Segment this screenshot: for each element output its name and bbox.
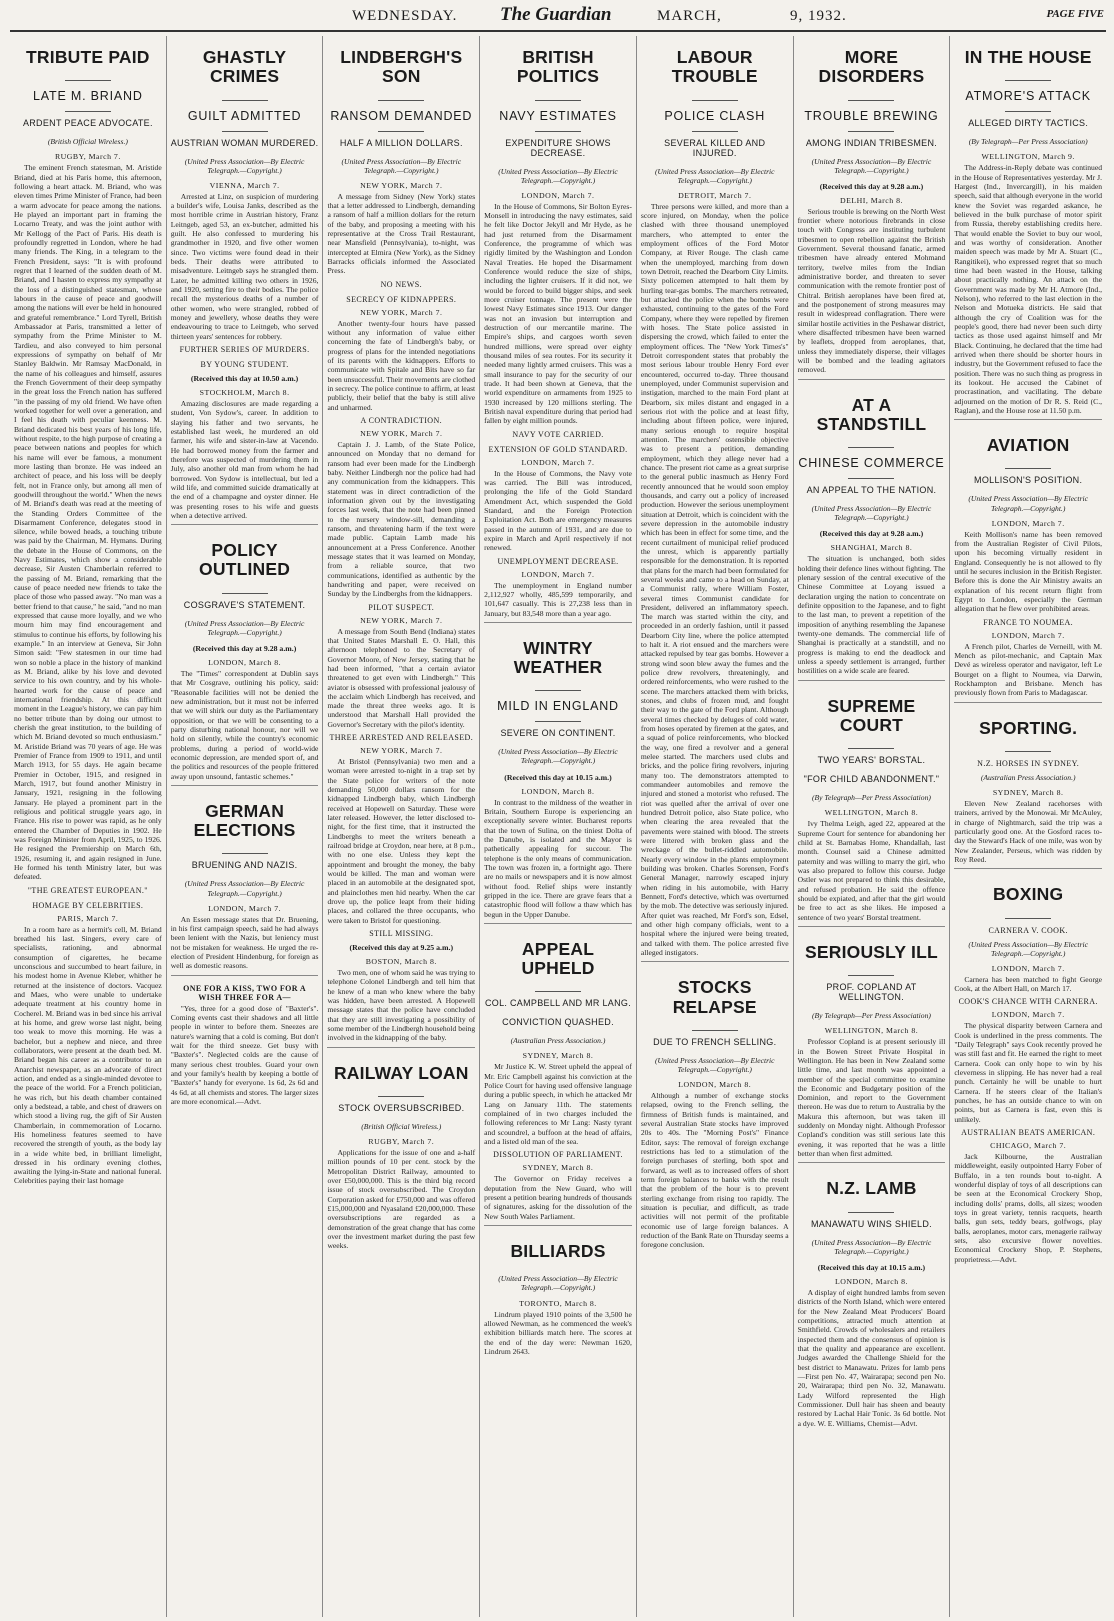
- subheadline: EXPENDITURE SHOWS DECREASE.: [505, 137, 611, 158]
- dateline: WELLINGTON, March 9.: [981, 152, 1075, 162]
- article-body: Arrested at Linz, on suspicion of murdering a builder's wife, Louisa Janks, described as the most horrible crime in Austrian history, Franz Leitngeb, aged 53, an ex-butcher, admitted his guilt. He also confessed to murdering his grandmother in 1920, and five other women since. Two victims were found dead in their beds. Their deaths were attributed to misadventure. Leitngeb says he strangled them. Later, he admitted killing two others in 1926, and 1920, setting fire to their bodies. The police recall the mysterious deaths of a number of other women, who were strangled, robbed of money and jewellery, whose deaths they were endeavouring to trace to Leitngeb, who served thirteen years' sentences for robbery.: [170, 191, 319, 341]
- subheadline: CONVICTION QUASHED.: [502, 1017, 614, 1028]
- subheadline: CHINESE COMMERCE: [798, 456, 945, 471]
- article-separator: [641, 961, 789, 962]
- subheadline: POLICE CLASH: [664, 108, 766, 123]
- headline: BILLIARDS: [510, 1241, 606, 1262]
- article-body: Professor Copland is at present seriously ill in the Bowen Street Private Hospital in Wellington. He has been in New Zealand some little time, and last month was appointed a member of the special committee to examine the Economic and Budgetary position of the Dominion, and report to the Government thereon. He was due to return to Australia by the Makura this afternoon, but was taken ill suddenly on Monday night. Although Professor Copland's condition was still serious late this evening, it was reported that he was a little better than when first admitted.: [797, 1037, 946, 1159]
- subheadline: STOCK OVERSUBSCRIBED.: [338, 1102, 465, 1113]
- article-body: A French pilot, Charles de Verneill, with M. Mench as pilot-mechanic, and Captain Max Devé as wireless operator and navigator, left Le Bourget on a flight to Noumea, via Darwin, Rockhampton and Brisbane. Mench has previously flown from Paris to Madagascar.: [954, 641, 1103, 698]
- wire-credit: (United Press Association—By Electric Telegraph.—Copyright.): [968, 939, 1088, 958]
- subheadline: COSGRAVE'S STATEMENT.: [183, 599, 306, 610]
- masthead-month: MARCH,: [657, 8, 722, 24]
- section-heading: SECRECY OF KIDNAPPERS.: [346, 294, 457, 304]
- divider: [1005, 111, 1051, 112]
- divider: [378, 100, 424, 101]
- wire-credit: (United Press Association—By Electric Telegraph.—Copyright.): [811, 504, 932, 523]
- masthead-date: 9, 1932.: [790, 8, 847, 24]
- divider: [1005, 751, 1051, 752]
- dateline: CHICAGO, March 7.: [990, 1141, 1067, 1150]
- article-body: A message from Sidney (New York) states that a letter addressed to Lindbergh, demanding a ransom of half a million dollars for the return of the baby, and proposing a meeting with his representative at the Cross Trail Restaurant, near Mansfield (Pennsylvania), to-night, was intercepted at Elmira (New York), as the Sidney Barracks officials informed the Associated Press.: [327, 191, 476, 276]
- wire-credit: (United Press Association—By Electric Telegraph.—Copyright.): [968, 494, 1088, 513]
- article-body: Serious trouble is brewing on the North West frontier where notorious firebrands in close touch with Congress are instituting turbulent tribesmen to open rebellion against the British Government. Several thousand fanatic, armed tribesmen have already entered Mohmand territory, twelve miles from the Indian administrative border, and threaten to sever communication with the remote frontier post of Chitral. British aeroplanes have been fired at, and the postponement of strong measures may result in widespread conflagration. There were similar hostile activities in the Peshawar district, where disaffected tribesmen have been warned by leaflets, dropped from aeroplanes, that, unless they immediately disperse, their villages will be bombed and the leading agitators removed.: [797, 206, 946, 375]
- article-body: Ivy Thelma Leigh, aged 22, appeared at the Supreme Court for sentence for abandoning her child at St. Barnabas Home, Khandallah, last month. Counsel said a Chinese admitted paternity and was willing to marry the girl, who was also prepared to follow this course. Judge Ostler was not prepared to think this desirable, and refused probation. He said the offence should be expiated, and after that the girl would be free to act as she likes. He imposed a sentence of two years' Borstal treatment.: [797, 819, 946, 922]
- section-heading: UNEMPLOYMENT DECREASE.: [497, 556, 619, 566]
- subheadline: ALLEGED DIRTY TACTICS.: [968, 118, 1089, 129]
- subheadline: MOLLISON'S POSITION.: [974, 475, 1083, 486]
- headline: LABOUR TROUBLE: [671, 47, 758, 87]
- masthead-day: WEDNESDAY.: [352, 8, 458, 24]
- masthead-page-number: PAGE FIVE: [1046, 8, 1104, 20]
- column-2: [166, 36, 323, 1617]
- article-body: In the House of Commons, the Navy vote was carried. The Bill was introduced, prolonging the life of the Gold Standard Amendment Act, which suspended the Gold Standard, and the Foreign Protection Exploitation Act. Both are emergency measures passed in the autumn of 1931, and are due to expire in March and April respectively if not renewed.: [484, 468, 632, 553]
- wire-credit: (By Telegraph—Per Press Association): [968, 137, 1088, 147]
- divider: [1005, 80, 1051, 81]
- column-5: [636, 36, 793, 1617]
- section-heading: THREE ARRESTED AND RELEASED.: [329, 733, 474, 743]
- subheadline: AMONG INDIAN TRIBESMEN.: [805, 137, 938, 148]
- received-note: (Received this day at 10.15 a.m.): [504, 772, 612, 782]
- subheadline: SEVERE ON CONTINENT.: [500, 728, 616, 739]
- subheadline: MILD IN ENGLAND: [497, 699, 619, 714]
- wire-credit: (United Press Association—By Electric Telegraph.—Copyright.): [498, 1274, 618, 1293]
- headline: AVIATION: [986, 435, 1070, 456]
- wire-credit: (Australian Press Association.): [510, 1036, 606, 1046]
- article-body: Jack Kilbourne, the Australian middleweight, easily outpointed Harry Fober of Buffalo, in a ten rounds bout to-night. A wonderful display of toys of all descriptions can be seen at the Economical Crockery Shop, including dolls' prams, dolls, all sizes; wooden toys in great variety, tennis racquets, hearth balls, gun sets, teddy bears, golfwogs, play balls, aeroplanes, motor cars, menagerie railway sets, also excursive flower novelties. Economical Crockery Shop, P. Stephens, proprietress.—Advt.: [954, 1152, 1103, 1264]
- subheadline: BRUENING AND NAZIS.: [191, 860, 298, 871]
- dateline: NEW YORK, March 7.: [360, 428, 443, 438]
- section-heading: A CONTRADICTION.: [360, 415, 443, 425]
- dateline: NEW YORK, March 7.: [360, 307, 443, 317]
- dateline: STOCKHOLM, March 8.: [199, 387, 290, 397]
- divider: [848, 131, 894, 132]
- article-separator: [954, 702, 1102, 703]
- subheadline: HALF A MILLION DOLLARS.: [339, 137, 463, 148]
- dateline: LONDON, March 8.: [208, 657, 282, 667]
- divider: [65, 80, 111, 81]
- article-separator: [484, 923, 632, 924]
- divider: [692, 131, 738, 132]
- columns: [10, 36, 1106, 1617]
- subheadline: TROUBLE BREWING: [804, 108, 939, 123]
- article-body: Eleven New Zealand racehorses with trainers, arrived by the Monowai. Mr McAuley, in charge of Nightmarch, said the trip was a particularly good one. At the Gosford races to-day the Steward's Hack of one mile, was won by New Zealander, Perseus, which was ridden by Roy Reed.: [954, 798, 1103, 864]
- dateline: RUGBY, March 7.: [368, 1137, 435, 1147]
- headline: SERIOUSLY ILL: [804, 941, 938, 962]
- section-heading: FURTHER SERIES OF MURDERS.: [179, 344, 310, 354]
- dateline: LONDON, March 7.: [991, 1010, 1065, 1020]
- divider: [692, 1030, 738, 1031]
- divider: [222, 593, 268, 594]
- divider: [848, 975, 894, 976]
- received-note: (Received this day at 9.25 a.m.): [349, 943, 454, 953]
- article-separator: [171, 524, 319, 525]
- masthead: [10, 4, 1106, 30]
- dateline: DETROIT, March 7.: [678, 190, 752, 200]
- article-body: The "Times" correspondent at Dublin says that Mr Cosgrave, outlining his policy, said: "Reasonable facilities will not be denied the new administration, but it must not be inferred that we will shirk our duty as the Parliamentary opposition, or that we will be consenting to a party disturbing national honour, nor will we hold on silently, while the country's economic problems, during a period of world-wide economic depression, are mended sport of, and the politics and resources of the people frittered away upon unsound, fantastic schemes.": [170, 668, 319, 781]
- column-4: [479, 36, 636, 1617]
- received-note: (Received this day at 9.28 a.m.): [192, 643, 297, 653]
- subheadline: AN APPEAL TO THE NATION.: [806, 485, 937, 496]
- subheadline: AUSTRIAN WOMAN MURDERED.: [170, 137, 319, 148]
- article-body: Captain J. J. Lamb, of the State Police, announced on Monday that no demand for ransom had ever been made for the Lindbergh baby. Neither Lindbergh nor the police had had any communication from the kidnappers. This statement was in direct contradiction of the information given out by the investigating forces last week, that the note had been pinned to the nursery window-sill, demanding a ransom, and threatening harm if the text were made public. Captain Lamb made his announcement at a Press Conference. Another message states that it was learned on Monday, from a reliable source, that two communications, identified as authentic by the handwriting and paper, were received on Sunday by the Lindberghs from the kidnappers.: [327, 439, 476, 599]
- divider: [535, 721, 581, 722]
- article-body: Three persons were killed, and more than a score injured, on Monday, when the police clashed with three thousand unemployed marchers, who attempted to enter the employment offices of the Ford Motor Company, at River Rouge. The clash came when the unemployed, marching from down town Detroit, reached the Dearborn City Limits. Sixty policemen attempted to halt them by hurling tear-gas bombs. The marchers retreated, but attacked the police when the bombs were exhausted, continuing to the gates of the Ford Company, where they were repelled by firemen with hoses. The State police assisted in dispersing the crowd, which failed to enter the employment offices. The "New York Times's" Detroit correspondent states that probably the most serious labour trouble Henry Ford ever encountered, occurred to-day. Three thousand unemployed, under Communist supervision and instigation, marched to the main Ford plant at Dearborn, six miles distant and engaged in a serious riot with the police and at least fifty, including about fifteen police, were injured, many serious enough to require hospital attention. The marchers' ostensible objective was to present a petition, demanding employment, which they allege never had a chance. The present riot came as a great surprise to the general public inasmuch as Henry Ford recently announced that he would soon employ thousands, and carry out a policy of increased production. However the serious unemployment situation at Detroit, which is coincident with the severe depression in the automobile industry which has been in effect for some time, and the recent curtailment of municipal relief produced the unrest, which is apparently partially responsible for the demonstration. It is reported that plans for the march had been formulated for several weeks and came to a head on Sunday, at a Communist rally, where William Foster, several times Communist candidate for President, delivered an inflammatory speech. The march was started within the city, and proceeded in an orderly fashion, until it passed Dearborn City line, where the police attempted to halt it. A riot ensued and the marchers were attacked repulsed by tear gas bombs. However a strong wind soon blew away the fumes and the police drew revolvers, threateningly, and ordered reinforcements, who were rushed to the scene. The marchers attacked them with bricks, stones, and clubs of frozen mud, and fought their way to the gate of the Ford plant. Although several times checked by deluges of cold water, from hoses operated by firemen at the gates, and a squad of police reinforcements, who blocked the way, one fired a revolver and a general melee started. The marchers used clubs and bricks, and the police firing revolvers, injuring many too. The demonstrators attempted to commandeer automobiles and remove the injured and stoned a motorist who refused. The riot was quelled after the arrival of over one hundred Detroit police, also State police, who when clearing the area revealed that the pavements were stained with blood. The streets were littered with broken glass and the wreckage of the bullet-riddled automobile. Nearly every window in the plants employment building was broken. Charles Sorensen, Ford's General Manager, narrowly escaped injury when riding in his automobile, with Harry Bennett, Ford's detective, which was overturned by the mob. The detective was seriously injured. After quiet was reached, Mr Ford's son, Edsel, and other high company officials, went to a hospital where the injured were being treated, and talked with them. The police arrested five alleged instigators.: [640, 201, 789, 957]
- subheadline: NAVY ESTIMATES: [499, 108, 617, 123]
- divider: [378, 131, 424, 132]
- divider: [535, 131, 581, 132]
- received-note: (Received this day at 9.28 a.m.): [819, 181, 924, 191]
- dateline: BOSTON, March 8.: [365, 957, 437, 967]
- masthead-title: The Guardian: [500, 4, 612, 25]
- dateline: SYDNEY, March 8.: [992, 787, 1064, 797]
- divider: [848, 478, 894, 479]
- article-body: The unemployment in England number 2,112,927 wholly, 485,599 temporarily, and 101,647 casually. This is 27,238 less than in January, but 83,548 more than a year ago.: [484, 580, 632, 618]
- headline: GERMAN ELECTIONS: [193, 800, 296, 841]
- wire-credit: (By Telegraph—Per Press Association): [812, 1011, 931, 1021]
- article-separator: [484, 622, 632, 623]
- dateline: SHANGHAI, March 8.: [830, 543, 913, 553]
- subheadline: SEVERAL KILLED AND INJURED.: [664, 137, 766, 158]
- wire-credit: (British Official Wireless.): [47, 137, 128, 147]
- article-body: A display of eight hundred lambs from seven districts of the North Island, which were entered for the New Zealand Meat Producers' Board competitions, attracted much attention at Smithfield. Crowds of wholesalers and retailers inspected them and the consensus of opinion is that the quality and appearance are excellent. Judges awarded the Challenge Shield for the best district to Manawatu. Prizes for lamb pens—First pen No. 47, Wairarapa; second pen No. 20, Wairarapa; third pen No. 32, Manawatu. Lady Wilford represented the High Commissioner. Dull hair has sheen and beauty restored by Lachal Hair Tonic. 3s 6d bottle. Not a dye. W. E. Williams, Chemist—Advt.: [797, 1287, 946, 1428]
- article-separator: [798, 680, 946, 681]
- section-heading: AUSTRALIAN BEATS AMERICAN.: [961, 1128, 1096, 1137]
- received-note: (Received this day at 10.50 a.m.): [190, 373, 299, 383]
- article-body: The Address-in-Reply debate was continued in the House of Representatives yesterday. Mr J. Hargest (Ind., Invercargill), in his maiden speech, said that although everyone in the world knew the Soviet was regarded askance, he believed in the bulk purchase of motor spirit from Russia, thereby establishing credits here. That would enable the Soviet to buy our wool, and was worthy of consideration. Another maiden speech was made by Mr A. Stuart (C., Rangitikei), who expressed regret that so much time had been wasted in the House, talking about practically nothing. An attack on the Government was made by Mr H. Atmore (Ind., Nelson), who referred to the last election in the Nelson and Motueka districts. He said that although the cry of Coalition was for the people's good, there had never been such dirty tactics as those used against himself and Mr Black. Continuing, he declared that the time had arrived when there should be shorter hours in industry, but the Government refused to face the position. There was no such thing as progress in its lookout. He accused the Cabinet of procrastination, and vacillating. The debate adjourned on the motion of Dr R. S. Reid (C., Raglan), and the House rose at 11.50 p.m.: [954, 163, 1103, 415]
- article-body: At Bristol (Pennsylvania) two men and a woman were arrested to-night in a trap set by the State police for writers of the note demanding 50,000 dollars ransom for the kidnapped Lindbergh baby, which Lindbergh received at Hopewell on Saturday. These were later released. However, the letter disclosed to-night, for the first time, that it instructed the Lindberghs to meet the writers beneath a railroad bridge at Croydon, near here, at 8 p.m., with no one else. Unless they kept the appointment and brought the money, the baby would be killed. The man and woman were placed in an automobile at the designated spot, and plainclothes men hid nearby. When the car drove up, the police leapt from their hiding places, and collared the three occupants, who were taken to Bristol for questioning.: [327, 757, 476, 925]
- wire-credit: (United Press Association—By Electric Telegraph.—Copyright.): [811, 156, 932, 175]
- headline: BRITISH POLITICS: [516, 47, 600, 87]
- headline: AT A STANDSTILL: [816, 394, 927, 434]
- wire-credit: (Australian Press Association.): [980, 772, 1076, 782]
- headline: MORE DISORDERS: [818, 47, 925, 87]
- article-body: Applications for the issue of one and a-half million pounds of 10 per cent. stock by the Metropolitan District Railway, amounted to over £50,000,000. This is the third big record issue of stock oversubscribed. The Croydon Corporation asked for £750,000 and was offered £15,000,000 and Nyasaland £20,000,000. These oversubscriptions are regarded as a demonstration of the great change that has come over the investment market during the past few weeks.: [327, 1148, 476, 1251]
- article-body: In contrast to the mildness of the weather in Britain, Southern Europe is experiencing an exceptionally severe winter. Bucharest reports that the town of Sulina, on the tiniest Dolta of the Danube, is isolated and the Mayor is pathetically appealing for succour. The telephone is the only means of communication. The town was frozen in, a fortnight ago. There are no mails or newspapers and it is now almost without food. Relief ships were instantly gripped in the ice. There are grave fears that a catastrophic flood will follow a thaw which has begun in the Upper Danube.: [484, 797, 632, 919]
- subheadline: MANAWATU WINS SHIELD.: [810, 1218, 932, 1229]
- subheadline: DUE TO FRENCH SELLING.: [653, 1036, 777, 1047]
- dateline: LONDON, March 7.: [521, 190, 595, 200]
- article-body: Lindrum played 1910 points of the 3,500 he allowed Newman, as he commenced the week's exhibition billiards match here. The scores at the end of the day were: Newman 1620, Lindrum 2643.: [484, 1309, 632, 1356]
- subheadline: PROF. COPLAND AT WELLINGTON.: [826, 982, 917, 1003]
- dateline: LONDON, March 7.: [521, 569, 595, 579]
- dateline: TORONTO, March 8.: [519, 1298, 597, 1308]
- article-separator: [798, 379, 946, 380]
- headline: RAILWAY LOAN: [333, 1062, 469, 1083]
- article-separator: [954, 868, 1102, 869]
- article-body: The Governor on Friday receives a deputation from the New Guard, who will present a petition bearing hundreds of thousands of signatures, asking for the dissolution of the New South Wales Parliament.: [484, 1174, 632, 1221]
- wire-credit: (United Press Association—By Electric Telegraph.—Copyright.): [811, 1237, 932, 1256]
- headline: STOCKS RELAPSE: [672, 977, 757, 1017]
- headline: BOXING: [993, 884, 1064, 905]
- wire-credit: (United Press Association—By Electric Telegraph.—Copyright.): [184, 156, 305, 175]
- dateline: LONDON, March 7.: [991, 518, 1065, 528]
- section-heading: NAVY VOTE CARRIED.: [512, 429, 604, 439]
- section-heading: PILOT SUSPECT.: [368, 602, 435, 612]
- dateline: LONDON, March 7.: [991, 630, 1065, 640]
- subheadline: "FOR CHILD ABANDONMENT.": [803, 774, 940, 785]
- subheadline: COL. CAMPBELL AND MR LANG.: [485, 998, 632, 1009]
- dateline: DELHI, March 8.: [839, 195, 903, 205]
- article-body: A message from South Bend (Indiana) states that United States Marshall E. O. Hall, this afternoon telephoned to the Secretary of Governor Moore, of New Jersey, stating that he had been informed, "that a certain aviator threatened to get even with Lindbergh." This aviator is obsessed with professional jealousy of the acclaim which Lindbergh has received, and made the threat three weeks ago. It is understood that Marshall Hall provided the Governor's Secretary with the pilot's identity.: [327, 626, 476, 729]
- divider: [535, 100, 581, 101]
- article-separator: [327, 1047, 475, 1048]
- section-heading: EXTENSION OF GOLD STANDARD.: [488, 444, 628, 454]
- advert-heading: ONE FOR A KISS, TWO FOR A WISH THREE FOR A—: [183, 983, 307, 1002]
- dateline: LONDON, March 8.: [834, 1276, 908, 1286]
- article-body: Although a number of exchange stocks relapsed, owing to the French selling, the firmness of British funds is maintained, and several Australian State stocks have improved 20s to 40s. The "Morning Post's" Finance Editor, says: The removal of foreign exchange restrictions has led to a stimulation of the foreign purchases of sterling, both spot and forward, as well as to increased offers of short term foreign balances to banks with the result that the problem of the hour is to prevent sterling exchange from rising too rapidly. The situation is peculiar, and difficult, as trade activities will not permit of the profitable economic use of large foreign balances. A reduction of the Bank Rate on Thursday seems a foregone conclusion.: [640, 1091, 789, 1250]
- subheadline: ARDENT PEACE ADVOCATE.: [22, 118, 153, 129]
- article-body: Keith Mollison's name has been removed from the Australian Register of Civil Pilots, upon his becoming virtually resident in England. Consequently he is not allowed to fly until he secures inclusion in the British Register. Before this is done the Air Ministry awaits an explanation of his recent return flight from Egypt to London, especially the German allegation that he flew over prohibited areas.: [954, 529, 1103, 614]
- divider: [692, 100, 738, 101]
- column-1: [10, 36, 166, 1617]
- divider: [1005, 468, 1051, 469]
- wire-credit: (United Press Association—By Electric Telegraph.—Copyright.): [498, 747, 618, 766]
- wire-credit: (British Official Wireless.): [361, 1121, 442, 1131]
- headline: SUPREME COURT: [827, 695, 916, 735]
- divider: [1005, 918, 1051, 919]
- section-heading: CARNERA V. COOK.: [988, 925, 1068, 935]
- article-body: Amazing disclosures are made regarding a student, Von Sydow's, career. In addition to slaying his father and two servants, he established last week, he murdered an old farmer, his wife and sister-in-law at Vacendo. He had borrowed money from the farmer and therefore was suspected of murdering them in July, also another old man from whom he had borrowed. Von Sydow is intellectual, but led a wild life, and committed suicide dramatically at the end of a champagne and oyster dinner. He was presenting roses to his wife and guests when a detective arrived.: [170, 398, 319, 520]
- headline: TRIBUTE PAID: [26, 47, 150, 67]
- headline: WINTRY WEATHER: [513, 637, 603, 678]
- dateline: WELLINGTON, March 8.: [824, 808, 919, 818]
- divider: [535, 991, 581, 992]
- article-separator: [954, 419, 1102, 420]
- divider: [848, 447, 894, 448]
- wire-credit: (United Press Association—By Electric Telegraph.—Copyright.): [498, 166, 618, 185]
- dateline: VIENNA, March 7.: [209, 180, 280, 190]
- wire-credit: (United Press Association—By Electric Telegraph.—Copyright.): [654, 1055, 775, 1074]
- divider: [222, 853, 268, 854]
- divider: [65, 111, 111, 112]
- divider: [378, 1096, 424, 1097]
- headline: APPEAL UPHELD: [521, 938, 595, 979]
- dateline: NEW YORK, March 7.: [360, 615, 443, 625]
- article-separator: [798, 926, 946, 927]
- subheadline: GUILT ADMITTED: [187, 108, 302, 123]
- subheadline: TWO YEARS' BORSTAL.: [817, 755, 926, 766]
- wire-credit: (United Press Association—By Electric Telegraph.—Copyright.): [184, 618, 305, 637]
- article-body: The eminent French statesman, M. Aristide Briand, died at his Paris home, this afternoon, following a heart attack. M. Briand, who was eleven times Prime Minister of France, had been a warm advocate for peace among the nations. He played an important part in framing the Locarno Treaty, and was the joint author with Mr Kellogg of the Pact of Paris. His death is profoundly regretted in London, where he had many friends. The King, in a telegram to the French President, says: "It is with profound regret that I learned of the sudden death of M. Briand, and I hasten to express my sympathy at the loss of a distinguished statesman, whose labours in the cause of peace and goodwill among the nations will ever be held in honoured and grateful remembrance." Lord Tyrell, British Ambassador at Paris, transmitted a letter of sympathy from the Prime Minister to M. Tardieu, and also conveyed to him personal expressions of sympathy on behalf of Mr Stanley Baldwin. Mr Ramsay MacDonald, in the name of his colleagues and himself, assures the French Government of their deep sympathy in the great loss the French nation has suffered "in the passing of my old friend. We have often worked together for well over a generation, and I feel his death with peculiar keenness. M. Briand dedicated his best years of his long life, without respite, to the high purpose of creating a peace between nations and peoples for which his name will ever be famous, a monument more lasting than bronze. He was indeed an architect of peace, and his loss will be deeply felt, not in France only, but among all men of goodwill throughout the world." When the news of M. Briand's death was read at the meeting of the Standing Orders Committee of the Disarmament Conference, delegates stood in silence, while bowed heads, a touching tribute was paid by the Chairman, M. Hymans. During the debate in the House of Commons, on the Navy Estimates, which show a considerable decrease, Sir Austen Chamberlain referred to the passing of M. Briand, remarking that the cause of peace needed new friends to take the place of those who passed away. "No man was a better friend to that cause," he said, "and no man expressed that cause more loyally, and we who mourn him may find encouragement and stimulus to continue his efforts, by following his example." In an interview at Geneva, Sir John Simon said: "Few statesmen in our time had won so noble a place in the history of mankind as M. Briand, alike by his love and devoted service to his own country, and by his whole-hearted work for the cause of peace and international friendship. At this difficult moment in the League's history, we can pay him no better tribute than by doing our utmost to cherish the great institution, to the building of which M. Briand devoted so much enthusiasm." M. Aristide Briand was 70 years of age. He was Premier of France from 1909 to 1911, and until March 1913, for 55 days. He again became Premier in October, 1915, and resigned in March, 1917, but found another Ministry in January, 1921, resigning in the following January. He played a prominent part in the religious and political struggle years ago, in France. His rise to power was rapid, as he only entered the Chamber of Deputies in 1902. He was Foreign Minister from April, 1925, to 1926. He resigned the Premiership on March 6th, 1926, resuming it, and again resigned in June. He formed his tenth Ministry later, but was defeated.: [14, 163, 162, 882]
- section-heading: NO NEWS.: [380, 279, 422, 289]
- divider: [535, 690, 581, 691]
- divider: [222, 100, 268, 101]
- dateline: LONDON, March 8.: [521, 786, 595, 796]
- article-separator: [171, 785, 319, 786]
- subheadline: LATE M. BRIAND: [33, 89, 143, 104]
- dateline: RUGBY, March 7.: [54, 152, 121, 162]
- dateline: PARIS, March 7.: [57, 913, 119, 923]
- section-heading: STILL MISSING.: [369, 929, 434, 939]
- headline: LINDBERGH'S SON: [340, 47, 463, 87]
- article-separator: [484, 1225, 632, 1226]
- article-body: In the House of Commons, Sir Bolton Eyres-Monsell in introducing the navy estimates, said he felt like Doctor Jekyll and Mr Hyde, as he had just returned from the Disarmament Conference, the programme of which was rigidly limited by the Washington and London Naval Treaties. He hoped the Disarmament Conference would reduce the size of ships, including the lighter cruisers. If it did not, we would be forced to build bigger ships, and seek more cruiser tonnage. The present were the lowest Navy Estimates since 1913. Our danger was not an invasion but interruption and destruction of our mercantile marine. The Empire's ships, and cargoes worth seven hundred millions, were spread over eighty thousand miles of sea routes. For its security it needed many lightly armed cruisers. This was a small insurance to pay for the security of our trade. It had been shown at Geneva, that the world expenditure on armaments from 1925 to 1930 increased by 120 millions sterling. The British naval expenditure during that period had fallen by eight million pounds.: [484, 201, 632, 426]
- dateline: SYDNEY, March 8.: [522, 1163, 594, 1173]
- headline: IN THE HOUSE: [964, 47, 1092, 67]
- headline: SPORTING.: [979, 717, 1078, 738]
- dateline: LONDON, March 7.: [991, 963, 1065, 973]
- headline: GHASTLY CRIMES: [202, 47, 287, 87]
- article-body: Carnera has been matched to fight George Cook, at the Albert Hall, on March 17.: [954, 974, 1103, 994]
- article-body: The physical disparity between Carnera and Cook is underlined in the press comments. The "Daily Telegraph" says Cook recently proved he was still fast and fit. He earned the right to meet Carnera. Cook can only hope to win by his cleverness in slipping. He has never had a real punch. Certainly he will be unable to hurt Carnera. If he steers clear of the Italian's punches, he has an outside chance to win on points, but as Carnera is fast, even this is unlikely.: [954, 1021, 1103, 1124]
- section-heading: COOK'S CHANCE WITH CARNERA.: [958, 997, 1098, 1007]
- advert-body: "Yes, three for a good dose of "Baxter's". Coming events cast their shadows and all little people in winter to before them. Sneezes are nature's warning that a cold is coming. But don't wait for the third sneeze. Get busy with "Baxter's". Neglected colds are the cause of many serious chest troubles. Guard your own and your family's health by keeping a bottle of "Baxter's" handy for everyone. 1s 6d, 2s 6d and 4s 6d, at all chemists and stores. The larger sizes are more economical.—Advt.: [170, 1003, 319, 1106]
- section-heading: DISSOLUTION OF PARLIAMENT.: [493, 1150, 623, 1160]
- headline: POLICY OUTLINED: [199, 540, 291, 580]
- dateline: LONDON, March 7.: [521, 457, 595, 467]
- dateline: LONDON, March 7.: [208, 903, 282, 913]
- column-6: [793, 36, 950, 1617]
- column-7: [949, 36, 1106, 1617]
- wire-credit: (United Press Association—By Electric Telegraph.—Copyright.): [341, 156, 462, 175]
- subheadline: RANSOM DEMANDED: [330, 108, 473, 123]
- dateline: WELLINGTON, March 8.: [824, 1026, 919, 1036]
- divider: [848, 748, 894, 749]
- divider: [848, 100, 894, 101]
- article-body: In a room hare as a hermit's cell, M. Briand breathed his last. Singers, every care of specialists, rationing, and abnormal consumption of cigarettes, he became unconscious and succumbed to heart failure, in his modest home in Avenue Kleber, whither he returned at the insistence of doctors. Vacquez and Maes, who were unable to undertake adequate treatment at his country home in Cocherel. M. Briand was in bed since his arrival at his home, and grew worse last night, being too weak to move this morning. He was a bachelor, but a nephew and niece, and three collaborators, were present at the death bed. M. Briand began his career as a contributor to an Anarchist newspaper, as an advocate of direct action, and ended as a single-minded devotee to the peace of the world. For a French politician, he was rich, but his death chamber contained only a bedstead, a table, and chest of drawers on which stood a living rug, the gift of Sir Austen Chamberlain, in commemoration of Locarno. His homeliness features seemed to have recovered the strength of youth, as the body lay in a wide white bed, in brilliant limelight, dressed in his ordinary evening clothes, awaiting the lying-in-State and national funeral. Celebrities paying their last homage: [14, 924, 162, 1186]
- article-separator: [171, 975, 319, 976]
- dateline: SYDNEY, March 8.: [522, 1051, 594, 1061]
- divider: [848, 1212, 894, 1213]
- column-3: [322, 36, 479, 1617]
- article-body: Mr Justice K. W. Street upheld the appeal of Mr. Eric Campbell against his conviction at the Police Court for having used offensive language during a public speech, in which he attacked Mr Lang on January 11th. The statements complained of in two charges included the following references to Mr Lang: Nasty tyrant and scoundrel, a buffoon at the head of affairs, and a listed old man of the sea.: [484, 1062, 632, 1147]
- dateline: LONDON, March 8.: [678, 1080, 752, 1090]
- received-note: (Received this day at 10.15 a.m.): [817, 1262, 926, 1272]
- wire-credit: (United Press Association—By Electric Telegraph.—Copyright.): [184, 879, 305, 898]
- section-heading: "THE GREATEST EUROPEAN.": [27, 885, 148, 895]
- masthead-rule: [10, 30, 1106, 32]
- received-note: (Received this day at 9.28 a.m.): [819, 529, 924, 539]
- dateline: NEW YORK, March 7.: [360, 746, 443, 756]
- headline: N.Z. LAMB: [826, 1178, 917, 1199]
- article-separator: [798, 1162, 946, 1163]
- article-body: Two men, one of whom said he was trying to telephone Colonel Lindbergh and tell him that he knew of a man who knew where the baby was hidden, have been arrested. A Hopewell message states that the police have concluded that they are still investigating a possibility of some member of the Lindbergh household being involved in the kidnapping of the baby.: [327, 968, 476, 1043]
- wire-credit: (United Press Association—By Electric Telegraph.—Copyright.): [654, 166, 775, 185]
- article-body: The situation is unchanged, both sides holding their defence lines without fighting. The plenary session of the central executive of the Chinese Committee at Loyang issued a declaration urging the nation to concentrate on definite opposition to the Japanese, and to fight to the last man, to prevent a repetition of the imposition of anything resembling the Japanese twenty-one demands. The commercial life of Shanghai is practically at a standstill, and no progress is making to end the deadlock and unless a speedy settlement is arranged, further hostilities on a wide scale are feared.: [797, 554, 946, 676]
- subheadline: ATMORE'S ATTACK: [965, 89, 1091, 104]
- dateline: NEW YORK, March 7.: [360, 180, 443, 190]
- wire-credit: (By Telegraph—Per Press Association): [812, 793, 931, 803]
- section-heading: FRANCE TO NOUMEA.: [983, 617, 1074, 627]
- section-heading: N.Z. HORSES IN SYDNEY.: [977, 758, 1080, 768]
- article-body: Another twenty-four hours have passed without any information of value either concerning the fate of Lindbergh's baby, or progress of plans for the intended negotiations of its parents with the kidnappers. Efforts to communicate with Spitale and Bits have so far been unsuccessful. Their movements are clothed in secrecy. The police continue to affirm, at least publicly, their belief that the baby is still alive and unharmed.: [327, 318, 476, 412]
- section-heading: HOMAGE BY CELEBRITIES.: [32, 900, 144, 910]
- article-body: An Essen message states that Dr. Bruening, in his first campaign speech, said he had always been lenient with the Nazis, but leniency must not be mistaken for weakness. He urged the re-election of President Hindenburg, for foreign as well as domestic reasons.: [170, 914, 319, 971]
- divider: [222, 131, 268, 132]
- section-heading: BY YOUNG STUDENT.: [200, 359, 289, 369]
